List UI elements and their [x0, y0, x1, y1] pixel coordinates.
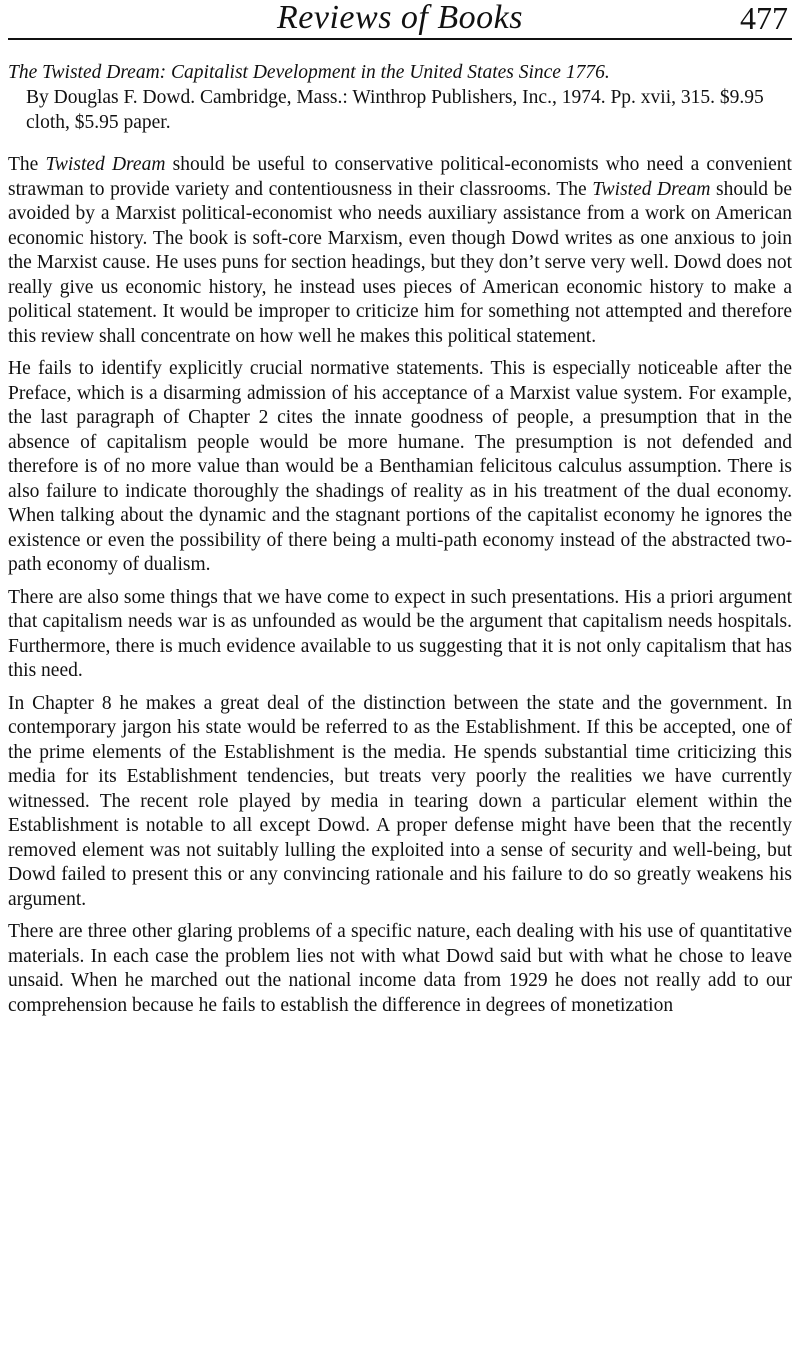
- page-number: 477: [740, 0, 788, 36]
- review-paragraph: [8, 357, 792, 578]
- review-paragraph: [8, 920, 792, 1018]
- paragraph-text: should be useful to conservative political-economists who need a convenient strawman to provide variety and contentiousness in their classrooms. The: [8, 154, 792, 200]
- running-head: Reviews of Books: [277, 0, 523, 36]
- paragraph-text: The: [8, 154, 46, 175]
- review-body: [8, 153, 792, 1018]
- paragraph-text: should be avoided by a Marxist political-economist who needs auxiliary assistance from a work on American economic history. The book is soft-core Marxism, even though Dowd writes as one anxious to join the Marxist cause. He uses puns for section headings, but they don’t serve very well. Dowd does not really give us economic history, he instead uses pieces of American economic history to make a political statement. It would be improper to criticize him for something not attempted and therefore this review shall concentrate on how well he makes this political statement.: [8, 178, 793, 347]
- italic-title-reference: Twisted Dream: [592, 178, 711, 200]
- paragraph-text: There are three other glaring problems of a specific nature, each dealing with his use of quantitative materials. In each case the problem lies not with what Dowd said but with what he chose to leave unsaid. When he marched out the national income data from 1929 he does not really add to our comprehension because he fails to establish the difference in degrees of monetization: [8, 921, 792, 1016]
- italic-title-reference: Twisted Dream: [45, 154, 166, 175]
- book-details: By Douglas F. Dowd. Cambridge, Mass.: Winthrop Publishers, Inc., 1974. Pp. xvii, 315. $9.95 cloth, $5.95 paper.: [26, 87, 764, 133]
- page-header: [8, 0, 792, 40]
- paragraph-text: He fails to identify explicitly crucial normative statements. This is especially noticeable after the Preface, which is a disarming admission of his acceptance of a Marxist value system. For example, the last paragraph of Chapter 2 cites the innate goodness of people, a presumption that in the absence of capitalism people would be more humane. The presumption is not defended and therefore is of no more value than would be a Benthamian felicitous calculus assumption. There is also failure to indicate thoroughly the shadings of reality as in his treatment of the dual economy. When talking about the dynamic and the stagnant portions of the capitalist economy he ignores the existence or even the possibility of there being a multi-path economy instead of the abstracted two-path economy of dualism.: [8, 358, 792, 575]
- paragraph-text: There are also some things that we have come to expect in such presentations. His a priori argument that capitalism needs war is as unfounded as would be the argument that capitalism needs hospitals. Furthermore, there is much evidence available to us suggesting that it is not only capitalism that has this need.: [8, 586, 792, 681]
- book-review-page: [8, 0, 792, 1026]
- book-title: The Twisted Dream: Capitalist Development in the United States Since 1776.: [8, 62, 610, 83]
- review-paragraph: [8, 692, 792, 913]
- book-citation: [8, 60, 792, 135]
- review-paragraph: [8, 586, 792, 684]
- paragraph-text: In Chapter 8 he makes a great deal of the distinction between the state and the government. In contemporary jargon his state would be referred to as the Establishment. If this be accepted, one of the prime elements of the Establishment is the media. He spends substantial time criticizing this media for its Establishment tendencies, but treats very poorly the realities we have currently witnessed. The recent role played by media in tearing down a particular element within the Establishment is notable to all except Dowd. A proper defense might have been that the recently removed element was not suitably lulling the exploited into a sense of security and well-being, but Dowd failed to present this or any convincing rationale and his failure to do so greatly weakens his argument.: [8, 692, 792, 910]
- review-paragraph: [8, 153, 792, 349]
